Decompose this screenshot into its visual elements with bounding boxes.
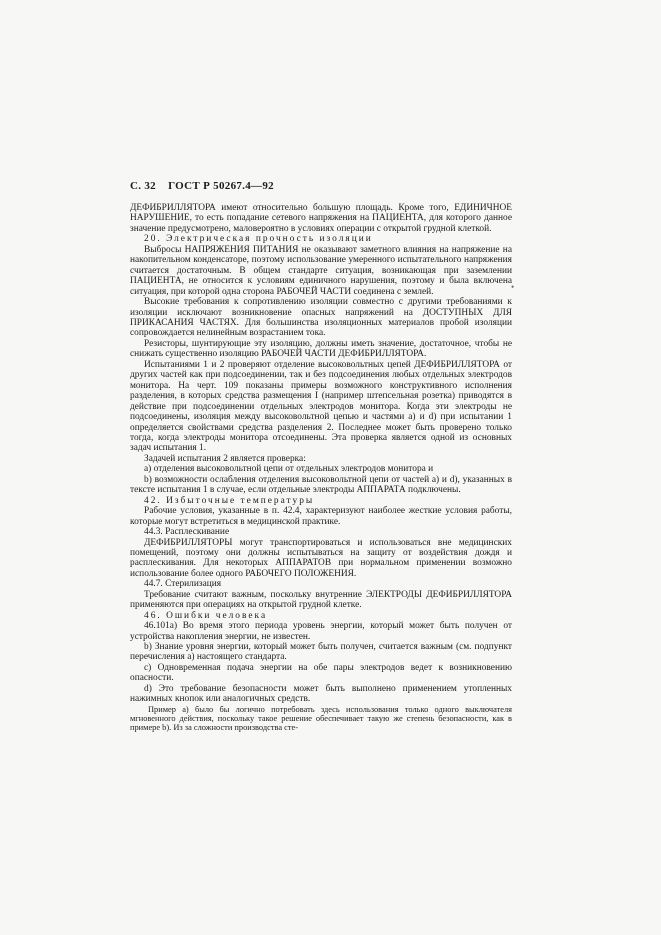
paragraph: b) возможности ослабления отделения высоковольтной цепи от частей а) и d), указанных в тексте испытания 1 в случае, если отдельные электроды АППАРАТА подключены. <box>130 474 512 496</box>
paragraph: b) Знание уровня энергии, который может быть получен, считается важным (см. подпункт перечисления а) настоящего стандарта. <box>130 642 512 663</box>
paragraph: Испытаниями 1 и 2 проверяют отделение высоковольтных цепей ДЕФИБРИЛЛЯТОРА от других частей как при подсоединении, так и без подсоединения любых отдельных электродов монитора. На черт. 109 показаны примеры возможного конструктивного исполнения разделения, в которых средства размещения I (например штепсельная розетка) приводятся в действие при подсоединении отдельных электродов монитора. Когда эти электроды не подсоединены, изоляция между высоковольтной цепью и частями а) и d) при испытании 1 определяется свойствами средства разделения 2. Последнее может быть проверено только тогда, когда электроды монитора отсоединены. Эта проверка является одной из основных задач испытания 1. <box>130 359 512 454</box>
paragraph: d) Это требование безопасности может быть выполнено применением утопленных нажимных кнопок или аналогичных средств. <box>130 683 512 705</box>
paragraph: Задачей испытания 2 является проверка: <box>144 453 306 464</box>
paragraph: 44.3. Расплескивание <box>144 527 230 538</box>
document-body <box>130 203 515 733</box>
paragraph: Резисторы, шунтирующие эту изоляцию, должны иметь значение, достаточное, чтобы не снижать существенно изоляцию РАБОЧЕЙ ЧАСТИ ДЕФИБРИЛЛЯТОРА. <box>130 338 512 360</box>
paragraph: Рабочие условия, указанные в п. 42.4, характеризуют наиболее жесткие условия работы, которые могут встретиться в медицинской практике. <box>130 506 512 527</box>
page-number: С. 32 <box>130 180 156 192</box>
paragraph: Пример а) было бы логично потребовать здесь использования только одного выключателя мгновенного действия, поскольку такое решение обеспечивает такую же степень безопасности, как в примере b). Из за сложности производства сте- <box>130 704 512 733</box>
paragraph: ДЕФИБРИЛЛЯТОРА имеют относительно большую площадь. Кроме того, ЕДИНИЧНОЕ НАРУШЕНИЕ, то есть попадание сетевого напряжения на ПАЦИЕНТА, для которого данное значение предусмотрено, маловероятно в условиях операции с открытой грудной клеткой. <box>130 203 512 234</box>
paragraph: Выбросы НАПРЯЖЕНИЯ ПИТАНИЯ не оказывают заметного влияния на напряжение на накопительном конденсаторе, поэтому использование умеренного испытательного напряжения считается достаточным. В общем стандарте ситуация, возникающая при заземлении ПАЦИЕНТА, не относится к условиям единичного нарушения, поэтому и была включена ситуация, при которой одна сторона РАБОЧЕЙ ЧАСТИ соединена с землей. <box>130 244 512 297</box>
paragraph: 42. Избыточные температуры <box>144 495 315 506</box>
paragraph: Требование считают важным, поскольку внутренние ЭЛЕКТРОДЫ ДЕФИБРИЛЛЯТОРА применяются при операциях на открытой грудной клетке. <box>130 589 512 611</box>
paragraph: 46. Ошибки человека <box>144 610 268 621</box>
margin-mark: • <box>511 282 515 292</box>
paragraph: 46.101а) Во время этого периода уровень энергии, который может быть получен от устройства накопления энергии, не известен. <box>130 621 512 642</box>
standard-designation: ГОСТ Р 50267.4—92 <box>168 180 274 192</box>
paragraph: Высокие требования к сопротивлению изоляции совместно с другими требованиями к изоляции исключают возникновение опасных напряжений на ДОСТУПНЫХ ДЛЯ ПРИКАСАНИЯ ЧАСТЯХ. Для большинства изоляционных материалов пробой изоляции сопровождается нелинейным возрастанием тока. <box>130 297 512 339</box>
paragraph: а) отделения высоковольтной цепи от отдельных электродов монитора и <box>144 464 434 475</box>
paragraph: 44.7. Стерилизация <box>144 579 222 590</box>
paragraph: с) Одновременная подача энергии на обе пары электродов ведет к возникновению опасности. <box>130 662 512 684</box>
paragraph: ДЕФИБРИЛЛЯТОРЫ могут транспортироваться и использоваться вне медицинских помещений, поэтому они должны испытываться на защиту от воздействия дождя и расплескивания. Для некоторых АППАРАТОВ при нормальном применении возможно использование более одного РАБОЧЕГО ПОЛОЖЕНИЯ. <box>130 537 512 579</box>
page-header <box>130 180 274 192</box>
paragraph: 20. Электрическая прочность изоляции <box>144 234 373 245</box>
